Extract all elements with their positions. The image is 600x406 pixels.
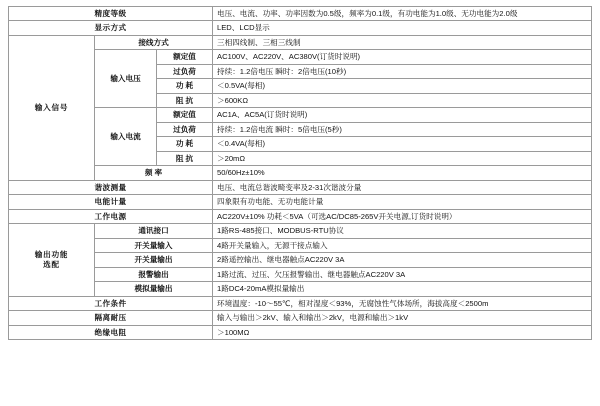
digital-input-value: 4路开关量输入，无源干接点输入 bbox=[213, 238, 592, 252]
communication-value: 1路RS-485接口、MODBUS-RTU协议 bbox=[213, 224, 592, 238]
table-row bbox=[9, 35, 592, 49]
insulation-resistance-label: 绝缘电阻 bbox=[9, 325, 213, 339]
analog-output-value: 1路DC4-20mA模拟量输出 bbox=[213, 282, 592, 296]
digital-output-value: 2路遥控输出、继电器触点AC220V 3A bbox=[213, 253, 592, 267]
display-value: LED、LCD显示 bbox=[213, 21, 592, 35]
voltage-overload-value: 持续：1.2倍电压 瞬时：2倍电压(10秒) bbox=[213, 64, 592, 78]
communication-label: 通讯接口 bbox=[95, 224, 213, 238]
alarm-output-value: 1路过流、过压、欠压报警输出、继电器触点AC220V 3A bbox=[213, 267, 592, 281]
insulation-resistance-value: ＞100MΩ bbox=[213, 325, 592, 339]
current-impedance-value: ＞20mΩ bbox=[213, 151, 592, 165]
table-row bbox=[9, 311, 592, 325]
working-condition-value: 环境温度：-10～55℃，相对湿度＜93%，无腐蚀性气体场所，海拔高度＜2500m bbox=[213, 296, 592, 310]
accuracy-label: 精度等级 bbox=[9, 7, 213, 21]
table-row bbox=[9, 108, 592, 122]
working-condition-label: 工作条件 bbox=[9, 296, 213, 310]
energy-label: 电能计量 bbox=[9, 195, 213, 209]
output-function-label-line2: 选配 bbox=[43, 259, 60, 269]
wiring-label: 接线方式 bbox=[95, 35, 213, 49]
table-row bbox=[9, 195, 592, 209]
table-row bbox=[9, 282, 592, 296]
table-row bbox=[9, 166, 592, 180]
alarm-output-label: 报警输出 bbox=[95, 267, 213, 281]
table-row bbox=[9, 267, 592, 281]
power-supply-value: AC220V±10% 功耗＜5VA（可选AC/DC85-265V开关电源,订货时说明） bbox=[213, 209, 592, 223]
input-current-label: 输入电流 bbox=[95, 108, 157, 166]
frequency-label: 频 率 bbox=[95, 166, 213, 180]
frequency-value: 50/60Hz±10% bbox=[213, 166, 592, 180]
table-row bbox=[9, 180, 592, 194]
output-function-label-line1: 输出功能 bbox=[34, 250, 69, 260]
voltage-rated-label: 额定值 bbox=[157, 50, 213, 64]
harmonic-value: 电压、电流总谐波畸变率及2-31次谐波分量 bbox=[213, 180, 592, 194]
digital-input-label: 开关量输入 bbox=[95, 238, 213, 252]
table-row bbox=[9, 21, 592, 35]
voltage-impedance-label: 阻 抗 bbox=[157, 93, 213, 107]
energy-value: 四象限有功电能、无功电能计量 bbox=[213, 195, 592, 209]
table-row bbox=[9, 7, 592, 21]
analog-output-label: 模拟量输出 bbox=[95, 282, 213, 296]
table-row bbox=[9, 296, 592, 310]
harmonic-label: 谐波测量 bbox=[9, 180, 213, 194]
table-row bbox=[9, 238, 592, 252]
table-row bbox=[9, 325, 592, 339]
current-overload-value: 持续：1.2倍电流 瞬时：5倍电压(5秒) bbox=[213, 122, 592, 136]
output-function-label bbox=[9, 224, 95, 296]
table-row bbox=[9, 224, 592, 238]
display-label: 显示方式 bbox=[9, 21, 213, 35]
voltage-power-label: 功 耗 bbox=[157, 79, 213, 93]
current-impedance-label: 阻 抗 bbox=[157, 151, 213, 165]
power-supply-label: 工作电源 bbox=[9, 209, 213, 223]
current-rated-value: AC1A、AC5A(订货时说明) bbox=[213, 108, 592, 122]
voltage-rated-value: AC100V、AC220V、AC380V(订货时说明) bbox=[213, 50, 592, 64]
voltage-overload-label: 过负荷 bbox=[157, 64, 213, 78]
current-power-label: 功 耗 bbox=[157, 137, 213, 151]
input-voltage-label: 输入电压 bbox=[95, 50, 157, 108]
current-rated-label: 额定值 bbox=[157, 108, 213, 122]
voltage-power-value: ＜0.5VA(每相) bbox=[213, 79, 592, 93]
voltage-impedance-value: ＞600KΩ bbox=[213, 93, 592, 107]
current-power-value: ＜0.4VA(每相) bbox=[213, 137, 592, 151]
specification-table bbox=[8, 6, 592, 340]
current-overload-label: 过负荷 bbox=[157, 122, 213, 136]
digital-output-label: 开关量输出 bbox=[95, 253, 213, 267]
input-signal-label: 输入信号 bbox=[9, 35, 95, 180]
accuracy-value: 电压、电流、功率、功率因数为0.5级，频率为0.1级，有功电能为1.0级、无功电能为2.0级 bbox=[213, 7, 592, 21]
withstand-voltage-value: 输入与输出＞2kV、输入和输出＞2kV，电源和输出＞1kV bbox=[213, 311, 592, 325]
table-row bbox=[9, 50, 592, 64]
table-row bbox=[9, 209, 592, 223]
wiring-value: 三相四线制、三相三线制 bbox=[213, 35, 592, 49]
table-row bbox=[9, 253, 592, 267]
withstand-voltage-label: 隔离耐压 bbox=[9, 311, 213, 325]
